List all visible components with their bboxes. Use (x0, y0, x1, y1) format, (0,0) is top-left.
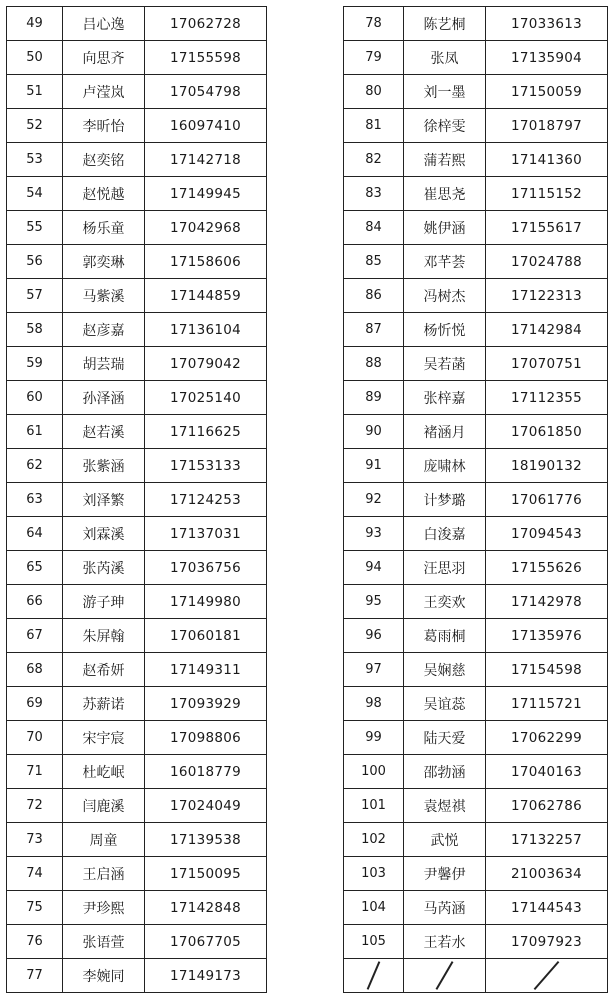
student-name: 宋宇宸 (63, 721, 145, 755)
row-number: 54 (7, 177, 63, 211)
row-number: 102 (344, 823, 404, 857)
table-row (7, 177, 336, 211)
table-row (7, 483, 336, 517)
student-id: 17025140 (145, 381, 267, 415)
table-row (7, 619, 336, 653)
student-name: 闫鹿溪 (63, 789, 145, 823)
table-row (344, 721, 608, 755)
blank-gap (267, 279, 336, 313)
blank-gap (267, 483, 336, 517)
student-id: 17124253 (145, 483, 267, 517)
table-row (344, 245, 608, 279)
table-row (344, 41, 608, 75)
row-number: 104 (344, 891, 404, 925)
table-row (7, 75, 336, 109)
table-row (344, 653, 608, 687)
student-id: 17097923 (486, 925, 608, 959)
student-name: 李昕怡 (63, 109, 145, 143)
right-table-body (344, 7, 608, 993)
row-number: 60 (7, 381, 63, 415)
table-row (7, 313, 336, 347)
row-number: 69 (7, 687, 63, 721)
student-name: 刘霖溪 (63, 517, 145, 551)
student-name: 邓芊荟 (404, 245, 486, 279)
table-row (7, 925, 336, 959)
table-row (344, 7, 608, 41)
student-id: 17155598 (145, 41, 267, 75)
student-id: 17093929 (145, 687, 267, 721)
row-number: 90 (344, 415, 404, 449)
table-row (7, 755, 336, 789)
row-number: 89 (344, 381, 404, 415)
table-row (7, 687, 336, 721)
row-number: 96 (344, 619, 404, 653)
student-name: 张语萱 (63, 925, 145, 959)
student-id: 17142848 (145, 891, 267, 925)
student-id: 17062299 (486, 721, 608, 755)
blank-gap (267, 347, 336, 381)
student-id: 17149980 (145, 585, 267, 619)
blank-gap (267, 653, 336, 687)
row-number: 58 (7, 313, 63, 347)
student-id: 17137031 (145, 517, 267, 551)
student-id: 17042968 (145, 211, 267, 245)
student-name: 吕心逸 (63, 7, 145, 41)
right-student-table (343, 6, 608, 993)
student-name: 尹馨伊 (404, 857, 486, 891)
blank-gap (267, 177, 336, 211)
blank-gap (267, 823, 336, 857)
table-row (7, 653, 336, 687)
student-id: 17155626 (486, 551, 608, 585)
table-row (344, 279, 608, 313)
table-row (344, 891, 608, 925)
row-number: 78 (344, 7, 404, 41)
row-number: 95 (344, 585, 404, 619)
table-row (7, 857, 336, 891)
student-name: 刘一墨 (404, 75, 486, 109)
student-id: 18190132 (486, 449, 608, 483)
student-id: 17040163 (486, 755, 608, 789)
student-id: 17061776 (486, 483, 608, 517)
blank-gap (267, 551, 336, 585)
table-row (344, 517, 608, 551)
table-row (7, 585, 336, 619)
student-name: 褚涵月 (404, 415, 486, 449)
student-id: 17139538 (145, 823, 267, 857)
student-id: 17112355 (486, 381, 608, 415)
student-name: 杜屹岷 (63, 755, 145, 789)
student-name: 王奕欢 (404, 585, 486, 619)
table-row (344, 789, 608, 823)
student-id: 17153133 (145, 449, 267, 483)
blank-gap (267, 517, 336, 551)
row-number: 93 (344, 517, 404, 551)
table-row (7, 109, 336, 143)
row-number: 101 (344, 789, 404, 823)
blank-gap (267, 75, 336, 109)
student-id: 17149173 (145, 959, 267, 993)
student-name: 陆天爱 (404, 721, 486, 755)
blank-gap (267, 143, 336, 177)
student-id: 17141360 (486, 143, 608, 177)
blank-gap (267, 313, 336, 347)
row-number: 94 (344, 551, 404, 585)
row-number: 73 (7, 823, 63, 857)
student-name: 计梦璐 (404, 483, 486, 517)
blank-gap (267, 449, 336, 483)
table-row (7, 551, 336, 585)
student-name: 吴谊蕊 (404, 687, 486, 721)
student-id: 17079042 (145, 347, 267, 381)
row-number: 55 (7, 211, 63, 245)
student-id: 17142978 (486, 585, 608, 619)
table-row (7, 279, 336, 313)
student-id: 17062728 (145, 7, 267, 41)
row-number: 88 (344, 347, 404, 381)
student-name: 郭奕琳 (63, 245, 145, 279)
student-name: 陈艺桐 (404, 7, 486, 41)
row-number: 71 (7, 755, 63, 789)
row-number: 91 (344, 449, 404, 483)
table-row (344, 551, 608, 585)
row-number: 63 (7, 483, 63, 517)
student-id: 17142984 (486, 313, 608, 347)
table-row (7, 721, 336, 755)
blank-gap (267, 687, 336, 721)
student-name: 张梓嘉 (404, 381, 486, 415)
table-row (344, 109, 608, 143)
blank-gap (267, 925, 336, 959)
table-row (344, 313, 608, 347)
row-number: 80 (344, 75, 404, 109)
student-name: 苏薪诺 (63, 687, 145, 721)
table-row (344, 925, 608, 959)
student-id: 17067705 (145, 925, 267, 959)
table-row (7, 7, 336, 41)
student-name: 孙泽涵 (63, 381, 145, 415)
table-row (7, 823, 336, 857)
row-number: 105 (344, 925, 404, 959)
table-row (7, 449, 336, 483)
table-row (344, 449, 608, 483)
student-id: 17060181 (145, 619, 267, 653)
table-row (7, 381, 336, 415)
row-number: 66 (7, 585, 63, 619)
student-name: 周童 (63, 823, 145, 857)
row-number: 70 (7, 721, 63, 755)
student-name: 徐梓雯 (404, 109, 486, 143)
left-student-table (6, 6, 336, 993)
row-number: 49 (7, 7, 63, 41)
student-id: 17144543 (486, 891, 608, 925)
student-id: 17122313 (486, 279, 608, 313)
student-id: 17135904 (486, 41, 608, 75)
row-number: 85 (344, 245, 404, 279)
student-id: 17135976 (486, 619, 608, 653)
student-name: 邵勃涵 (404, 755, 486, 789)
slash-mark (404, 959, 486, 993)
table-row (344, 75, 608, 109)
student-id: 17024049 (145, 789, 267, 823)
student-name: 杨忻悦 (404, 313, 486, 347)
student-id: 17154598 (486, 653, 608, 687)
blank-gap (267, 789, 336, 823)
student-name: 赵悦越 (63, 177, 145, 211)
student-id: 17116625 (145, 415, 267, 449)
student-name: 庞啸林 (404, 449, 486, 483)
student-name: 向思齐 (63, 41, 145, 75)
row-number: 61 (7, 415, 63, 449)
student-name: 吴若菡 (404, 347, 486, 381)
student-id: 17024788 (486, 245, 608, 279)
student-name: 葛雨桐 (404, 619, 486, 653)
student-id: 17132257 (486, 823, 608, 857)
table-row (344, 347, 608, 381)
student-id: 17144859 (145, 279, 267, 313)
table-row (344, 415, 608, 449)
student-name: 赵奕铭 (63, 143, 145, 177)
row-number: 50 (7, 41, 63, 75)
student-name: 崔思尧 (404, 177, 486, 211)
student-name: 王启涵 (63, 857, 145, 891)
row-number: 72 (7, 789, 63, 823)
student-name: 刘泽繁 (63, 483, 145, 517)
student-id: 17142718 (145, 143, 267, 177)
table-row (7, 211, 336, 245)
student-name: 白浚嘉 (404, 517, 486, 551)
table-row (7, 347, 336, 381)
blank-gap (267, 891, 336, 925)
table-row (344, 381, 608, 415)
student-id: 21003634 (486, 857, 608, 891)
student-id: 17062786 (486, 789, 608, 823)
row-number: 87 (344, 313, 404, 347)
table-row (344, 755, 608, 789)
student-name: 马芮涵 (404, 891, 486, 925)
row-number: 57 (7, 279, 63, 313)
student-name: 尹珍熙 (63, 891, 145, 925)
student-name: 武悦 (404, 823, 486, 857)
student-name: 李婉同 (63, 959, 145, 993)
student-name: 张凤 (404, 41, 486, 75)
blank-gap (267, 245, 336, 279)
student-id: 17136104 (145, 313, 267, 347)
table-row (7, 789, 336, 823)
student-name: 游子珅 (63, 585, 145, 619)
left-table-body (7, 7, 336, 993)
table-row (344, 211, 608, 245)
student-id: 17054798 (145, 75, 267, 109)
row-number: 59 (7, 347, 63, 381)
student-id: 17155617 (486, 211, 608, 245)
blank-gap (267, 415, 336, 449)
student-id: 16097410 (145, 109, 267, 143)
student-name: 朱屏翰 (63, 619, 145, 653)
student-id: 17036756 (145, 551, 267, 585)
row-number: 97 (344, 653, 404, 687)
row-number: 100 (344, 755, 404, 789)
row-number: 86 (344, 279, 404, 313)
student-name: 冯树杰 (404, 279, 486, 313)
empty-slashed-row (344, 959, 608, 993)
student-id: 17149945 (145, 177, 267, 211)
row-number: 53 (7, 143, 63, 177)
row-number: 103 (344, 857, 404, 891)
student-name: 王若水 (404, 925, 486, 959)
student-name: 姚伊涵 (404, 211, 486, 245)
student-id: 17115152 (486, 177, 608, 211)
student-id: 17115721 (486, 687, 608, 721)
table-row (7, 415, 336, 449)
student-name: 蒲若熙 (404, 143, 486, 177)
row-number: 98 (344, 687, 404, 721)
row-number: 68 (7, 653, 63, 687)
blank-gap (267, 7, 336, 41)
table-row (344, 687, 608, 721)
row-number: 99 (344, 721, 404, 755)
table-row (344, 857, 608, 891)
student-name: 马紫溪 (63, 279, 145, 313)
blank-gap (267, 857, 336, 891)
student-name: 张芮溪 (63, 551, 145, 585)
row-number: 56 (7, 245, 63, 279)
blank-gap (267, 41, 336, 75)
blank-gap (267, 755, 336, 789)
student-name: 吴娴慈 (404, 653, 486, 687)
row-number: 62 (7, 449, 63, 483)
table-row (7, 245, 336, 279)
slash-mark (344, 959, 404, 993)
row-number: 76 (7, 925, 63, 959)
row-number: 77 (7, 959, 63, 993)
table-row (344, 177, 608, 211)
student-name: 赵若溪 (63, 415, 145, 449)
table-row (344, 585, 608, 619)
table-row (7, 517, 336, 551)
row-number: 84 (344, 211, 404, 245)
row-number: 64 (7, 517, 63, 551)
row-number: 83 (344, 177, 404, 211)
student-name: 杨乐童 (63, 211, 145, 245)
row-number: 67 (7, 619, 63, 653)
student-id: 17098806 (145, 721, 267, 755)
student-id: 17070751 (486, 347, 608, 381)
student-id: 17149311 (145, 653, 267, 687)
row-number: 52 (7, 109, 63, 143)
blank-gap (267, 381, 336, 415)
student-name: 赵希妍 (63, 653, 145, 687)
table-row (7, 891, 336, 925)
table-row (7, 41, 336, 75)
blank-gap (267, 619, 336, 653)
student-name: 张紫涵 (63, 449, 145, 483)
row-number: 75 (7, 891, 63, 925)
slash-mark (486, 959, 608, 993)
student-name: 胡芸瑞 (63, 347, 145, 381)
table-row (344, 483, 608, 517)
student-id: 17061850 (486, 415, 608, 449)
row-number: 74 (7, 857, 63, 891)
row-number: 92 (344, 483, 404, 517)
blank-gap (267, 959, 336, 993)
blank-gap (267, 211, 336, 245)
student-id: 17018797 (486, 109, 608, 143)
blank-gap (267, 109, 336, 143)
table-row (344, 143, 608, 177)
student-name: 赵彦嘉 (63, 313, 145, 347)
student-id: 17033613 (486, 7, 608, 41)
blank-gap (267, 585, 336, 619)
student-name: 袁煜祺 (404, 789, 486, 823)
row-number: 51 (7, 75, 63, 109)
student-id: 17150059 (486, 75, 608, 109)
student-id: 17094543 (486, 517, 608, 551)
row-number: 79 (344, 41, 404, 75)
row-number: 65 (7, 551, 63, 585)
row-number: 82 (344, 143, 404, 177)
student-name: 卢滢岚 (63, 75, 145, 109)
blank-gap (267, 721, 336, 755)
table-row (7, 143, 336, 177)
student-name: 汪思羽 (404, 551, 486, 585)
table-row (7, 959, 336, 993)
student-id: 16018779 (145, 755, 267, 789)
table-row (344, 823, 608, 857)
student-id: 17150095 (145, 857, 267, 891)
student-id: 17158606 (145, 245, 267, 279)
row-number: 81 (344, 109, 404, 143)
table-row (344, 619, 608, 653)
